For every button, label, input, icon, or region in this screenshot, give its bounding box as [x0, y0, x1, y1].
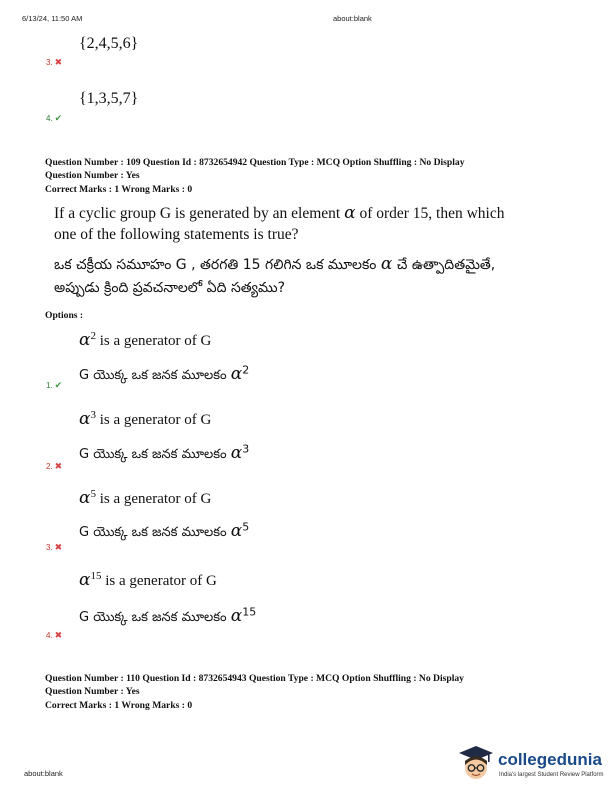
wrong-icon: ✖ — [54, 461, 63, 471]
exponent: 3 — [242, 442, 250, 456]
option-2-en — [79, 409, 211, 429]
option-text: G యొక్క ఒక జనక మూలకం — [79, 368, 231, 383]
wrong-icon: ✖ — [54, 57, 63, 67]
meta-line: Question Number : 109 Question Id : 8732654942 Question Type : MCQ Option Shuffling : No Display — [45, 157, 465, 168]
footer-url: about:blank — [24, 769, 63, 778]
option-1-te — [79, 364, 249, 386]
exponent: 2 — [90, 330, 96, 342]
alpha-symbol: α — [344, 203, 356, 223]
option-number: 1. — [46, 381, 53, 390]
option-1-en — [79, 330, 211, 350]
exponent: 5 — [90, 488, 96, 500]
alpha-symbol: α — [79, 570, 91, 590]
alpha-symbol: α — [79, 409, 91, 429]
question-line-2: one of the following statements is true? — [54, 226, 299, 243]
option-number: 2. — [46, 462, 53, 471]
wrong-icon: ✖ — [54, 542, 63, 552]
question-text-te — [54, 253, 584, 300]
option-4-marker — [46, 625, 62, 643]
option-text: is a generator of G — [99, 491, 212, 507]
option-1-marker — [46, 375, 62, 393]
question-text-part: చే ఉత్పాదితమైతే, — [392, 257, 496, 273]
alpha-symbol: α — [79, 488, 91, 508]
wrong-icon: ✖ — [54, 630, 63, 640]
option-text: G యొక్క ఒక జనక మూలకం — [79, 610, 231, 625]
meta-line: Question Number : 110 Question Id : 8732654943 Question Type : MCQ Option Shuffling : No Display — [45, 673, 464, 684]
question-line-1 — [54, 203, 584, 224]
question-text-en — [54, 203, 584, 245]
collegedunia-logo — [458, 744, 608, 786]
question-te-line-2: అప్పుడు క్రింది ప్రవచనాలలో ఏది సత్యము? — [54, 280, 286, 296]
question-text-part: If a cyclic group G is generated by an element — [54, 205, 345, 222]
meta-line: Correct Marks : 1 Wrong Marks : 0 — [45, 183, 193, 195]
correct-icon: ✔ — [54, 380, 63, 390]
option-text: G యొక్క ఒక జనక మూలకం — [79, 447, 231, 462]
exponent: 15 — [242, 605, 257, 619]
meta-line: Correct Marks : 1 Wrong Marks : 0 — [45, 699, 193, 711]
option-2-marker — [46, 456, 62, 474]
exponent: 2 — [242, 363, 250, 377]
option-2-te — [79, 443, 249, 465]
option-number: 4. — [46, 631, 53, 640]
correct-icon: ✔ — [54, 113, 63, 123]
exponent: 3 — [90, 409, 96, 421]
question-109-meta — [45, 156, 465, 196]
question-te-line-1 — [54, 253, 584, 277]
option-4-en — [79, 570, 217, 590]
prev-option-4-value: {1,3,5,7} — [79, 90, 139, 107]
logo-name: collegedunia — [498, 750, 602, 769]
alpha-symbol: α — [230, 521, 243, 541]
print-datetime: 6/13/24, 11:50 AM — [22, 14, 83, 23]
option-3-en — [79, 488, 211, 508]
option-number: 3. — [46, 58, 53, 67]
exponent: 5 — [242, 520, 250, 534]
graduate-mascot-icon — [458, 744, 494, 784]
logo-tagline: India's largest Student Review Platform — [499, 772, 604, 778]
option-text: G యొక్క ఒక జనక మూలకం — [79, 525, 231, 540]
option-3-marker — [46, 537, 62, 555]
meta-line: Question Number : Yes — [45, 686, 140, 698]
option-4-te — [79, 606, 256, 628]
print-url: about:blank — [333, 14, 372, 23]
option-text: is a generator of G — [99, 333, 212, 349]
prev-option-3-value: {2,4,5,6} — [79, 35, 139, 52]
question-text-part: ఒక చక్రీయ సమూహం G , తరగతి 15 గలిగిన ఒక మూలకం — [54, 257, 381, 273]
question-text-part: of order 15, then which — [355, 205, 505, 222]
alpha-symbol: α — [230, 443, 243, 463]
exponent: 15 — [90, 570, 102, 582]
meta-line: Question Number : Yes — [45, 170, 140, 182]
alpha-symbol: α — [230, 606, 243, 626]
option-3-te — [79, 521, 249, 543]
alpha-symbol: α — [380, 254, 393, 274]
prev-option-3 — [46, 52, 62, 70]
options-label: Options : — [45, 310, 84, 321]
option-number: 3. — [46, 543, 53, 552]
option-number: 4. — [46, 114, 53, 123]
prev-option-4 — [46, 108, 62, 126]
alpha-symbol: α — [230, 364, 243, 384]
question-110-meta — [45, 672, 464, 712]
option-text: is a generator of G — [105, 573, 217, 589]
alpha-symbol: α — [79, 330, 91, 350]
option-text: is a generator of G — [99, 412, 212, 428]
